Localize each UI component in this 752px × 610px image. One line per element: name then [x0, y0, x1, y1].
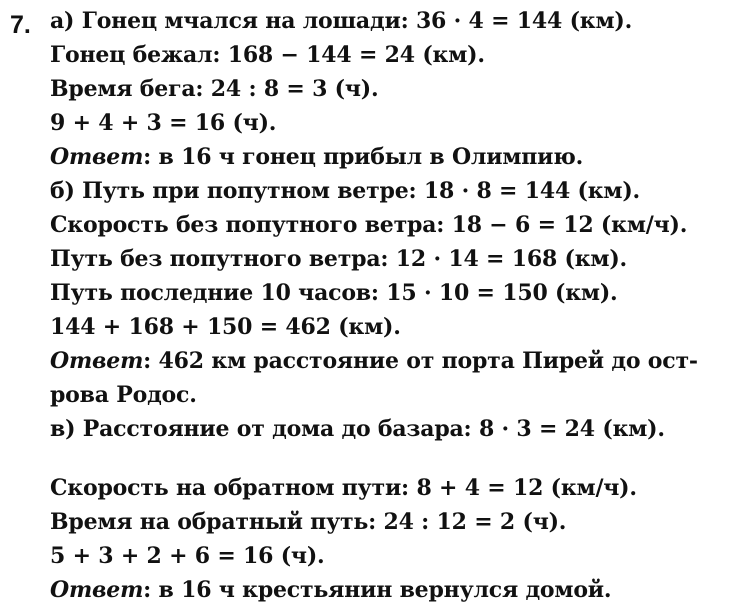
answer-line-b-continued: рова Родос. — [50, 382, 197, 408]
answer-text: : в 16 ч крестьянин вернулся домой. — [143, 577, 612, 603]
solution-line-c2: Скорость на обратном пути: 8 + 4 = 12 (км/ч). — [50, 475, 637, 501]
solution-line-a4: 9 + 4 + 3 = 16 (ч). — [50, 110, 277, 136]
answer-line-c — [50, 575, 611, 605]
solution-line-a2: Гонец бежал: 168 − 144 = 24 (км). — [50, 42, 485, 68]
answer-text: : в 16 ч гонец прибыл в Олимпию. — [143, 144, 584, 170]
answer-text: : 462 км расстояние от порта Пирей до ост- — [143, 348, 698, 374]
solution-line-b2: Скорость без попутного ветра: 18 − 6 = 12 (км/ч). — [50, 212, 688, 238]
solution-line-a1: а) Гонец мчался на лошади: 36 · 4 = 144 (км). — [50, 8, 633, 34]
solution-line-c4: 5 + 3 + 2 + 6 = 16 (ч). — [50, 543, 325, 569]
answer-label: Ответ — [50, 348, 144, 374]
solution-line-c1: в) Расстояние от дома до базара: 8 · 3 = 24 (км). — [50, 416, 665, 442]
solution-line-c3: Время на обратный путь: 24 : 12 = 2 (ч). — [50, 509, 567, 535]
answer-label: Ответ — [50, 144, 144, 170]
solution-line-b4: Путь последние 10 часов: 15 · 10 = 150 (км). — [50, 280, 618, 306]
answer-line-b — [50, 346, 698, 376]
answer-line-a — [50, 142, 583, 172]
solution-line-b5: 144 + 168 + 150 = 462 (км). — [50, 314, 401, 340]
solution-line-b3: Путь без попутного ветра: 12 · 14 = 168 (км). — [50, 246, 627, 272]
solution-line-a3: Время бега: 24 : 8 = 3 (ч). — [50, 76, 379, 102]
solution-line-b1: б) Путь при попутном ветре: 18 · 8 = 144 (км). — [50, 178, 641, 204]
answer-label: Ответ — [50, 577, 144, 603]
problem-number: 7. — [10, 11, 31, 39]
